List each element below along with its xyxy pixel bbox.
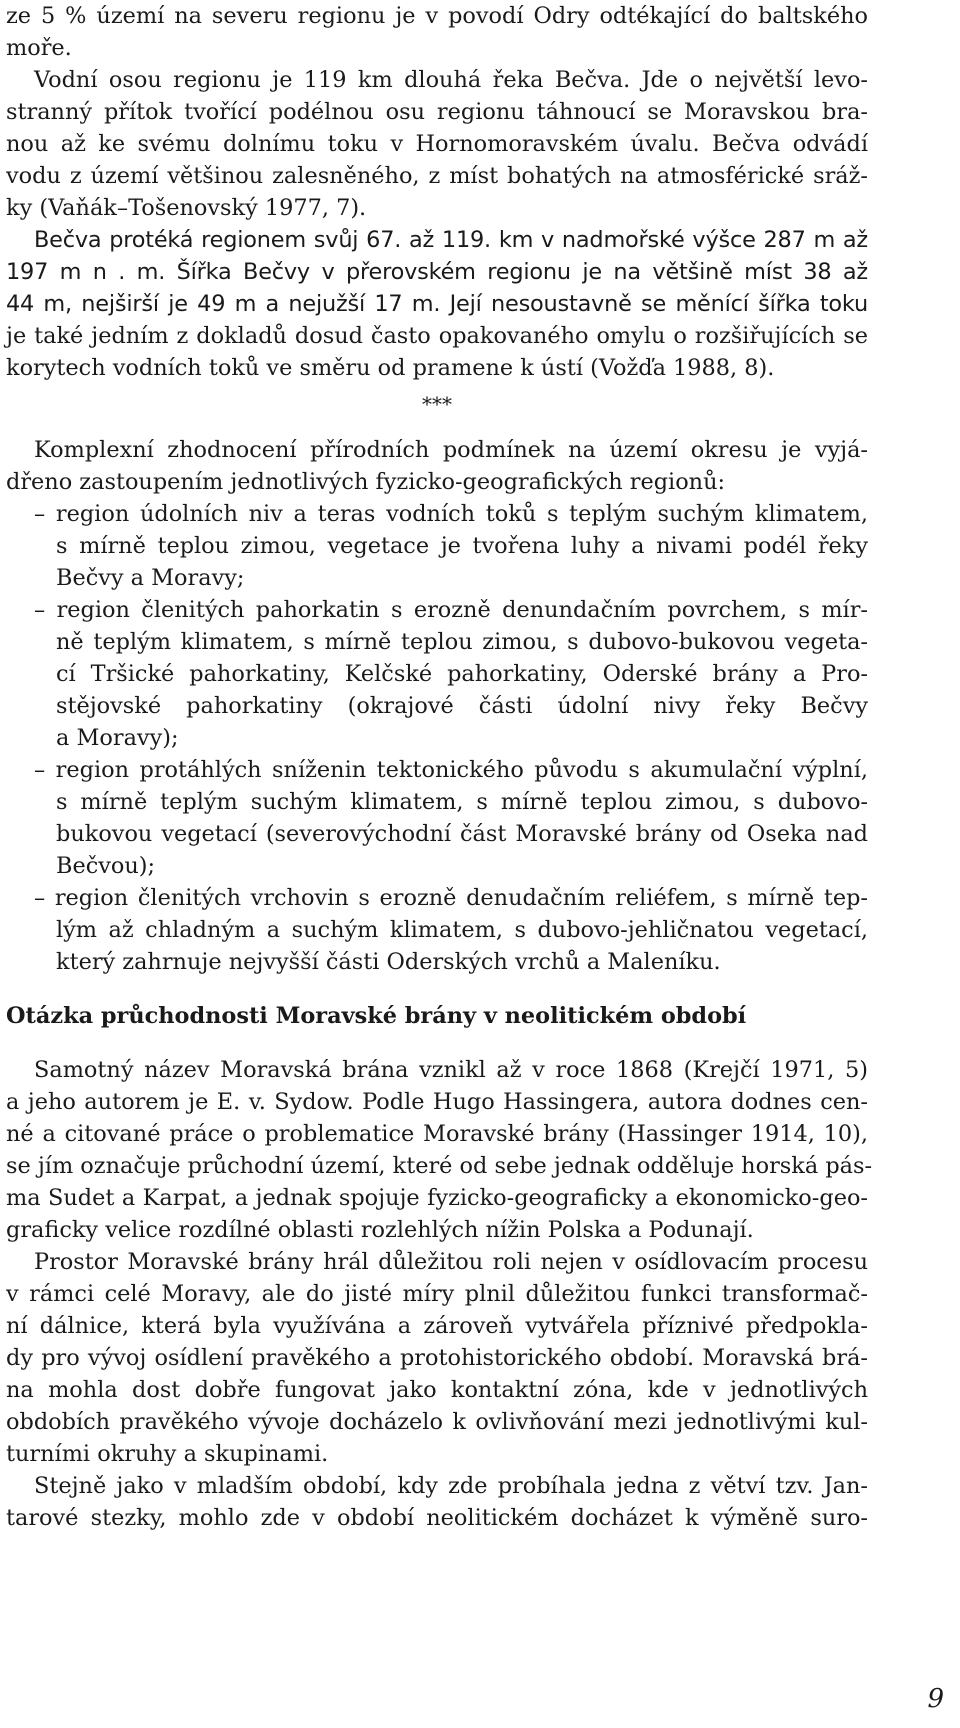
text-line: se jím označuje průchodní území, které od sebe jednak odděluje horská pás- [6, 1153, 873, 1179]
text-line: 197 m n . m. Šířka Bečvy v přerovském regionu je na většině míst 38 až [6, 259, 868, 285]
text-line: nou až ke svému dolnímu toku v Hornomoravském úvalu. Bečva odvádí [6, 131, 868, 157]
list-item-line: cí Tršické pahorkatiny, Kelčské pahorkatiny, Oderské brány a Pro- [56, 661, 868, 687]
text-line: v rámci celé Moravy, ale do jisté míry plnil důležitou funkci transformač- [6, 1281, 868, 1307]
text-line: a jeho autorem je E. v. Sydow. Podle Hugo Hassingera, autora dodnes cen- [6, 1089, 868, 1115]
text-line: Prostor Moravské brány hrál důležitou roli nejen v osídlovacím procesu [34, 1249, 868, 1275]
text-line: tarové stezky, mohlo zde v období neolitickém docházet k výměně suro- [6, 1505, 868, 1531]
list-item-line: – region členitých pahorkatin s erozně denundačním povrchem, s mír- [34, 597, 868, 623]
list-item-line: – region údolních niv a teras vodních toků s teplým suchým klimatem, [34, 501, 868, 527]
text-line: dy pro vývoj osídlení pravěkého a protohistorického období. Moravská brá- [6, 1345, 868, 1371]
list-item-line: Bečvy a Moravy; [56, 565, 245, 591]
list-item-line: který zahrnuje nejvyšší části Oderských vrchů a Maleníku. [56, 949, 721, 975]
text-line: ní dálnice, která byla využívána a zároveň vytvářela příznivé předpokla- [6, 1313, 868, 1339]
text-line: ky (Vaňák–Tošenovský 1977, 7). [6, 195, 367, 221]
text-line: korytech vodních toků ve směru od pramene k ústí (Vožďa 1988, 8). [6, 355, 775, 381]
list-item-line: lým až chladným a suchým klimatem, s dubovo-jehličnatou vegetací, [56, 917, 868, 943]
list-item-line: – region protáhlých sníženin tektonického původu s akumulační výplní, [34, 757, 868, 783]
section-separator: *** [422, 392, 452, 416]
text-line: graficky velice rozdílné oblasti rozlehlých nížin Polska a Podunají. [6, 1217, 754, 1243]
text-line: vodu z území většinou zalesněného, z míst bohatých na atmosférické sráž- [6, 163, 868, 189]
text-line: stranný přítok tvořící podélnou osu regionu táhnoucí se Moravskou bra- [6, 99, 868, 125]
text-line: na mohla dost dobře fungovat jako kontaktní zóna, kde v jednotlivých [6, 1377, 868, 1403]
section-heading: Otázka průchodnosti Moravské brány v neolitickém období [6, 1003, 747, 1029]
text-line: 44 m, nejširší je 49 m a nejužší 17 m. Její nesoustavně se měnící šířka toku [6, 291, 868, 317]
text-line: Stejně jako v mladším období, kdy zde probíhala jedna z větví tzv. Jan- [34, 1473, 868, 1499]
list-item-line: s mírně teplým suchým klimatem, s mírně teplou zimou, s dubovo- [56, 789, 868, 815]
text-line: Bečva protéká regionem svůj 67. až 119. km v nadmořské výšce 287 m až [34, 227, 868, 253]
text-line: je také jedním z dokladů dosud často opakovaného omylu o rozšiřujících se [6, 323, 868, 349]
list-item-line: ně teplým klimatem, s mírně teplou zimou, s dubovo-bukovou vegeta- [56, 629, 868, 655]
text-line: moře. [6, 35, 72, 61]
text-line: Komplexní zhodnocení přírodních podmínek na území okresu je vyjá- [34, 437, 868, 463]
text-line: né a citované práce o problematice Moravské brány (Hassinger 1914, 10), [6, 1121, 868, 1147]
page-number: 9 [927, 1684, 944, 1714]
list-item-line: stějovské pahorkatiny (okrajové části údolní nivy řeky Bečvy [56, 693, 868, 719]
list-item-line: Bečvou); [56, 853, 156, 879]
list-item-line: bukovou vegetací (severovýchodní část Moravské brány od Oseka nad [56, 821, 868, 847]
text-line: obdobích pravěkého vývoje docházelo k ovlivňování mezi jednotlivými kul- [6, 1409, 868, 1435]
list-item-line: s mírně teplou zimou, vegetace je tvořena luhy a nivami podél řeky [56, 533, 868, 559]
text-line: ma Sudet a Karpat, a jednak spojuje fyzicko-geograficky a ekonomicko-geo- [6, 1185, 868, 1211]
list-item-line: a Moravy); [56, 725, 179, 751]
text-line: Vodní osou regionu je 119 km dlouhá řeka Bečva. Jde o největší levo- [34, 67, 868, 93]
text-line: ze 5 % území na severu regionu je v povodí Odry odtékající do baltského [6, 3, 868, 29]
list-item-line: – region členitých vrchovin s erozně denudačním reliéfem, s mírně tep- [34, 885, 868, 911]
text-line: Samotný název Moravská brána vznikl až v roce 1868 (Krejčí 1971, 5) [34, 1057, 868, 1083]
text-line: turními okruhy a skupinami. [6, 1441, 329, 1467]
text-line: dřeno zastoupením jednotlivých fyzicko-geografických regionů: [6, 469, 726, 495]
